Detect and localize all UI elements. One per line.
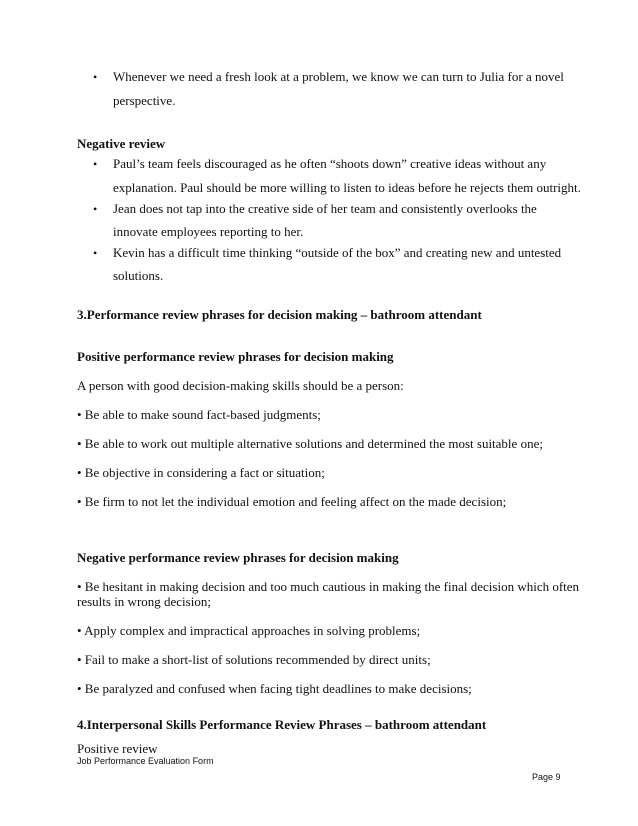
paragraph-intro: A person with good decision-making skills should be a person: <box>77 378 404 393</box>
bullet-marker: • <box>93 202 98 216</box>
subheading-positive-decision: Positive performance review phrases for decision making <box>77 349 394 364</box>
subheading-negative-review: Negative review <box>77 136 166 151</box>
footer-title: Job Performance Evaluation Form <box>77 756 214 766</box>
bullet-marker: • <box>93 70 98 84</box>
list-item: • Be objective in considering a fact or situation; <box>77 465 325 480</box>
section-heading-4: 4.Interpersonal Skills Performance Review Phrases – bathroom attendant <box>77 717 487 732</box>
bullet-marker: • <box>93 157 98 171</box>
list-item-line: innovate employees reporting to her. <box>113 224 304 239</box>
page-number: Page 9 <box>532 772 561 782</box>
list-item: • Apply complex and impractical approaches in solving problems; <box>77 623 421 638</box>
list-item: • Be firm to not let the individual emotion and feeling affect on the made decision; <box>77 494 507 509</box>
subheading-positive-review: Positive review <box>77 741 158 756</box>
list-item-line: Kevin has a difficult time thinking “outside of the box” and creating new and untested <box>113 245 562 260</box>
bullet-marker: • <box>93 246 98 260</box>
list-item-line: perspective. <box>113 93 176 108</box>
list-item-line: Jean does not tap into the creative side of her team and consistently overlooks the <box>113 201 537 216</box>
list-item: • Be paralyzed and confused when facing tight deadlines to make decisions; <box>77 681 472 696</box>
subheading-negative-decision: Negative performance review phrases for decision making <box>77 550 399 565</box>
list-item: • Be able to work out multiple alternative solutions and determined the most suitable one; <box>77 436 543 451</box>
list-item: • Be hesitant in making decision and too much cautious in making the final decision which often results in wrong decision; <box>77 579 580 609</box>
list-item-line: solutions. <box>113 268 164 283</box>
list-item-line: Paul’s team feels discouraged as he often “shoots down” creative ideas without any <box>113 156 547 171</box>
section-heading-3: 3.Performance review phrases for decision making – bathroom attendant <box>77 307 482 322</box>
list-item: • Fail to make a short-list of solutions recommended by direct units; <box>77 652 431 667</box>
list-item: • Be able to make sound fact-based judgments; <box>77 407 321 422</box>
list-item-line: explanation. Paul should be more willing to listen to ideas before he rejects them outright. <box>113 180 581 195</box>
list-item-line: Whenever we need a fresh look at a problem, we know we can turn to Julia for a novel <box>113 69 564 84</box>
